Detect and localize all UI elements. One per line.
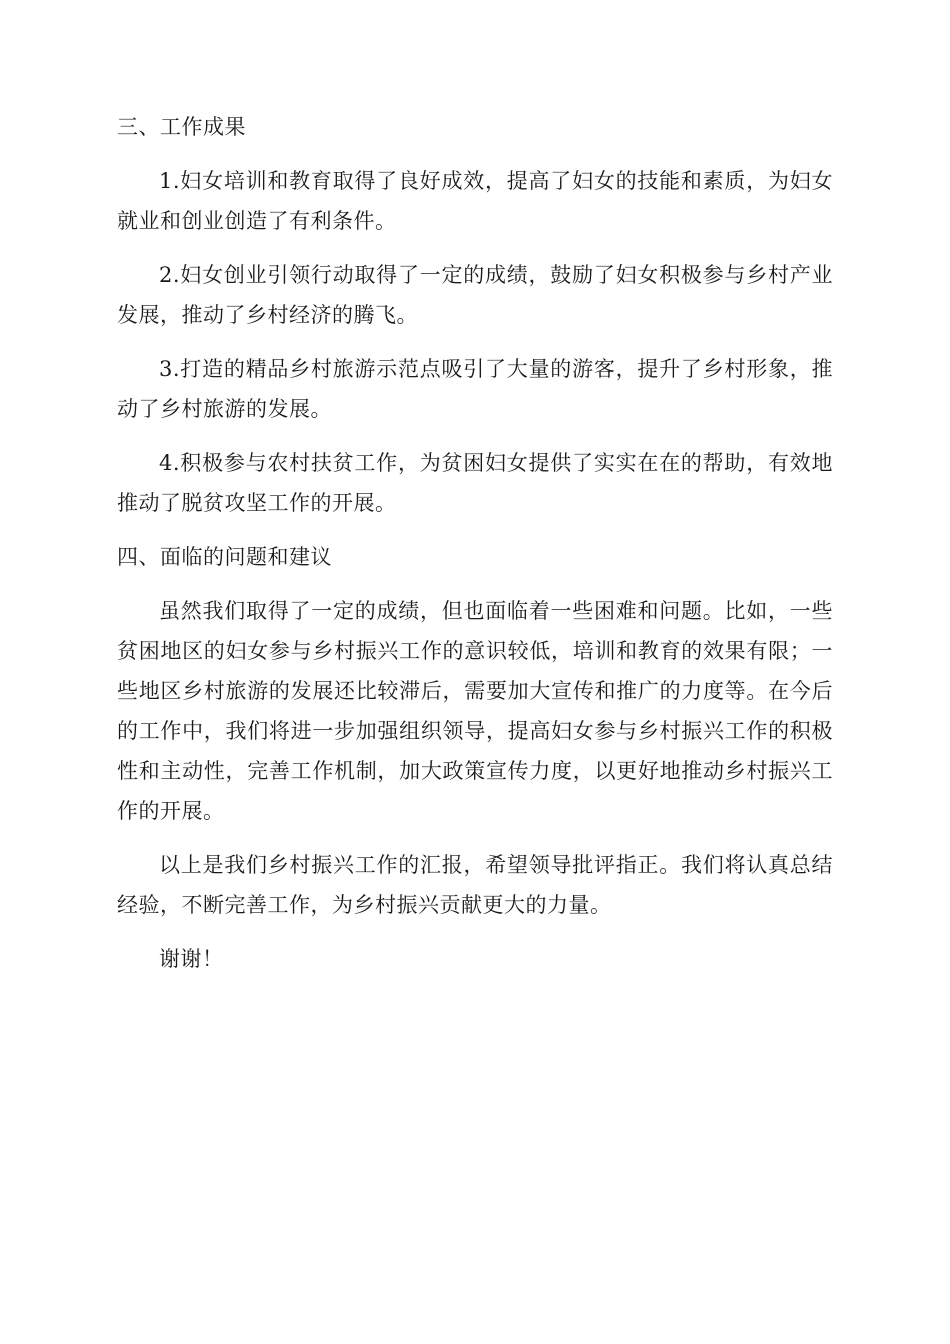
problems-paragraph: 虽然我们取得了一定的成绩，但也面临着一些困难和问题。比如，一些贫困地区的妇女参与乡村振兴工作的意识较低，培训和教育的效果有限；一些地区乡村旅游的发展还比较滞后，需要加大宣传和推广的力度等。在今后的工作中，我们将进一步加强组织领导，提高妇女参与乡村振兴工作的积极性和主动性，完善工作机制，加大政策宣传力度，以更好地推动乡村振兴工作的开展。: [117, 599, 833, 823]
achievement-item-4: 4.积极参与农村扶贫工作，为贫困妇女提供了实实在在的帮助，有效地推动了脱贫攻坚工作的开展。: [117, 451, 833, 515]
achievement-item-3: 3.打造的精品乡村旅游示范点吸引了大量的游客，提升了乡村形象，推动了乡村旅游的发展。: [117, 357, 833, 421]
document-page: [117, 107, 833, 993]
closing-paragraph: 以上是我们乡村振兴工作的汇报，希望领导批评指正。我们将认真总结经验，不断完善工作，为乡村振兴贡献更大的力量。: [117, 853, 833, 917]
section-heading-achievements: 三、工作成果: [117, 115, 246, 139]
achievement-item-2: 2.妇女创业引领行动取得了一定的成绩，鼓励了妇女积极参与乡村产业发展，推动了乡村经济的腾飞。: [117, 263, 833, 327]
achievement-item-1: 1.妇女培训和教育取得了良好成效，提高了妇女的技能和素质，为妇女就业和创业创造了有利条件。: [117, 169, 833, 233]
section-heading-problems: 四、面临的问题和建议: [117, 545, 332, 569]
thanks-line: 谢谢！: [159, 947, 224, 971]
